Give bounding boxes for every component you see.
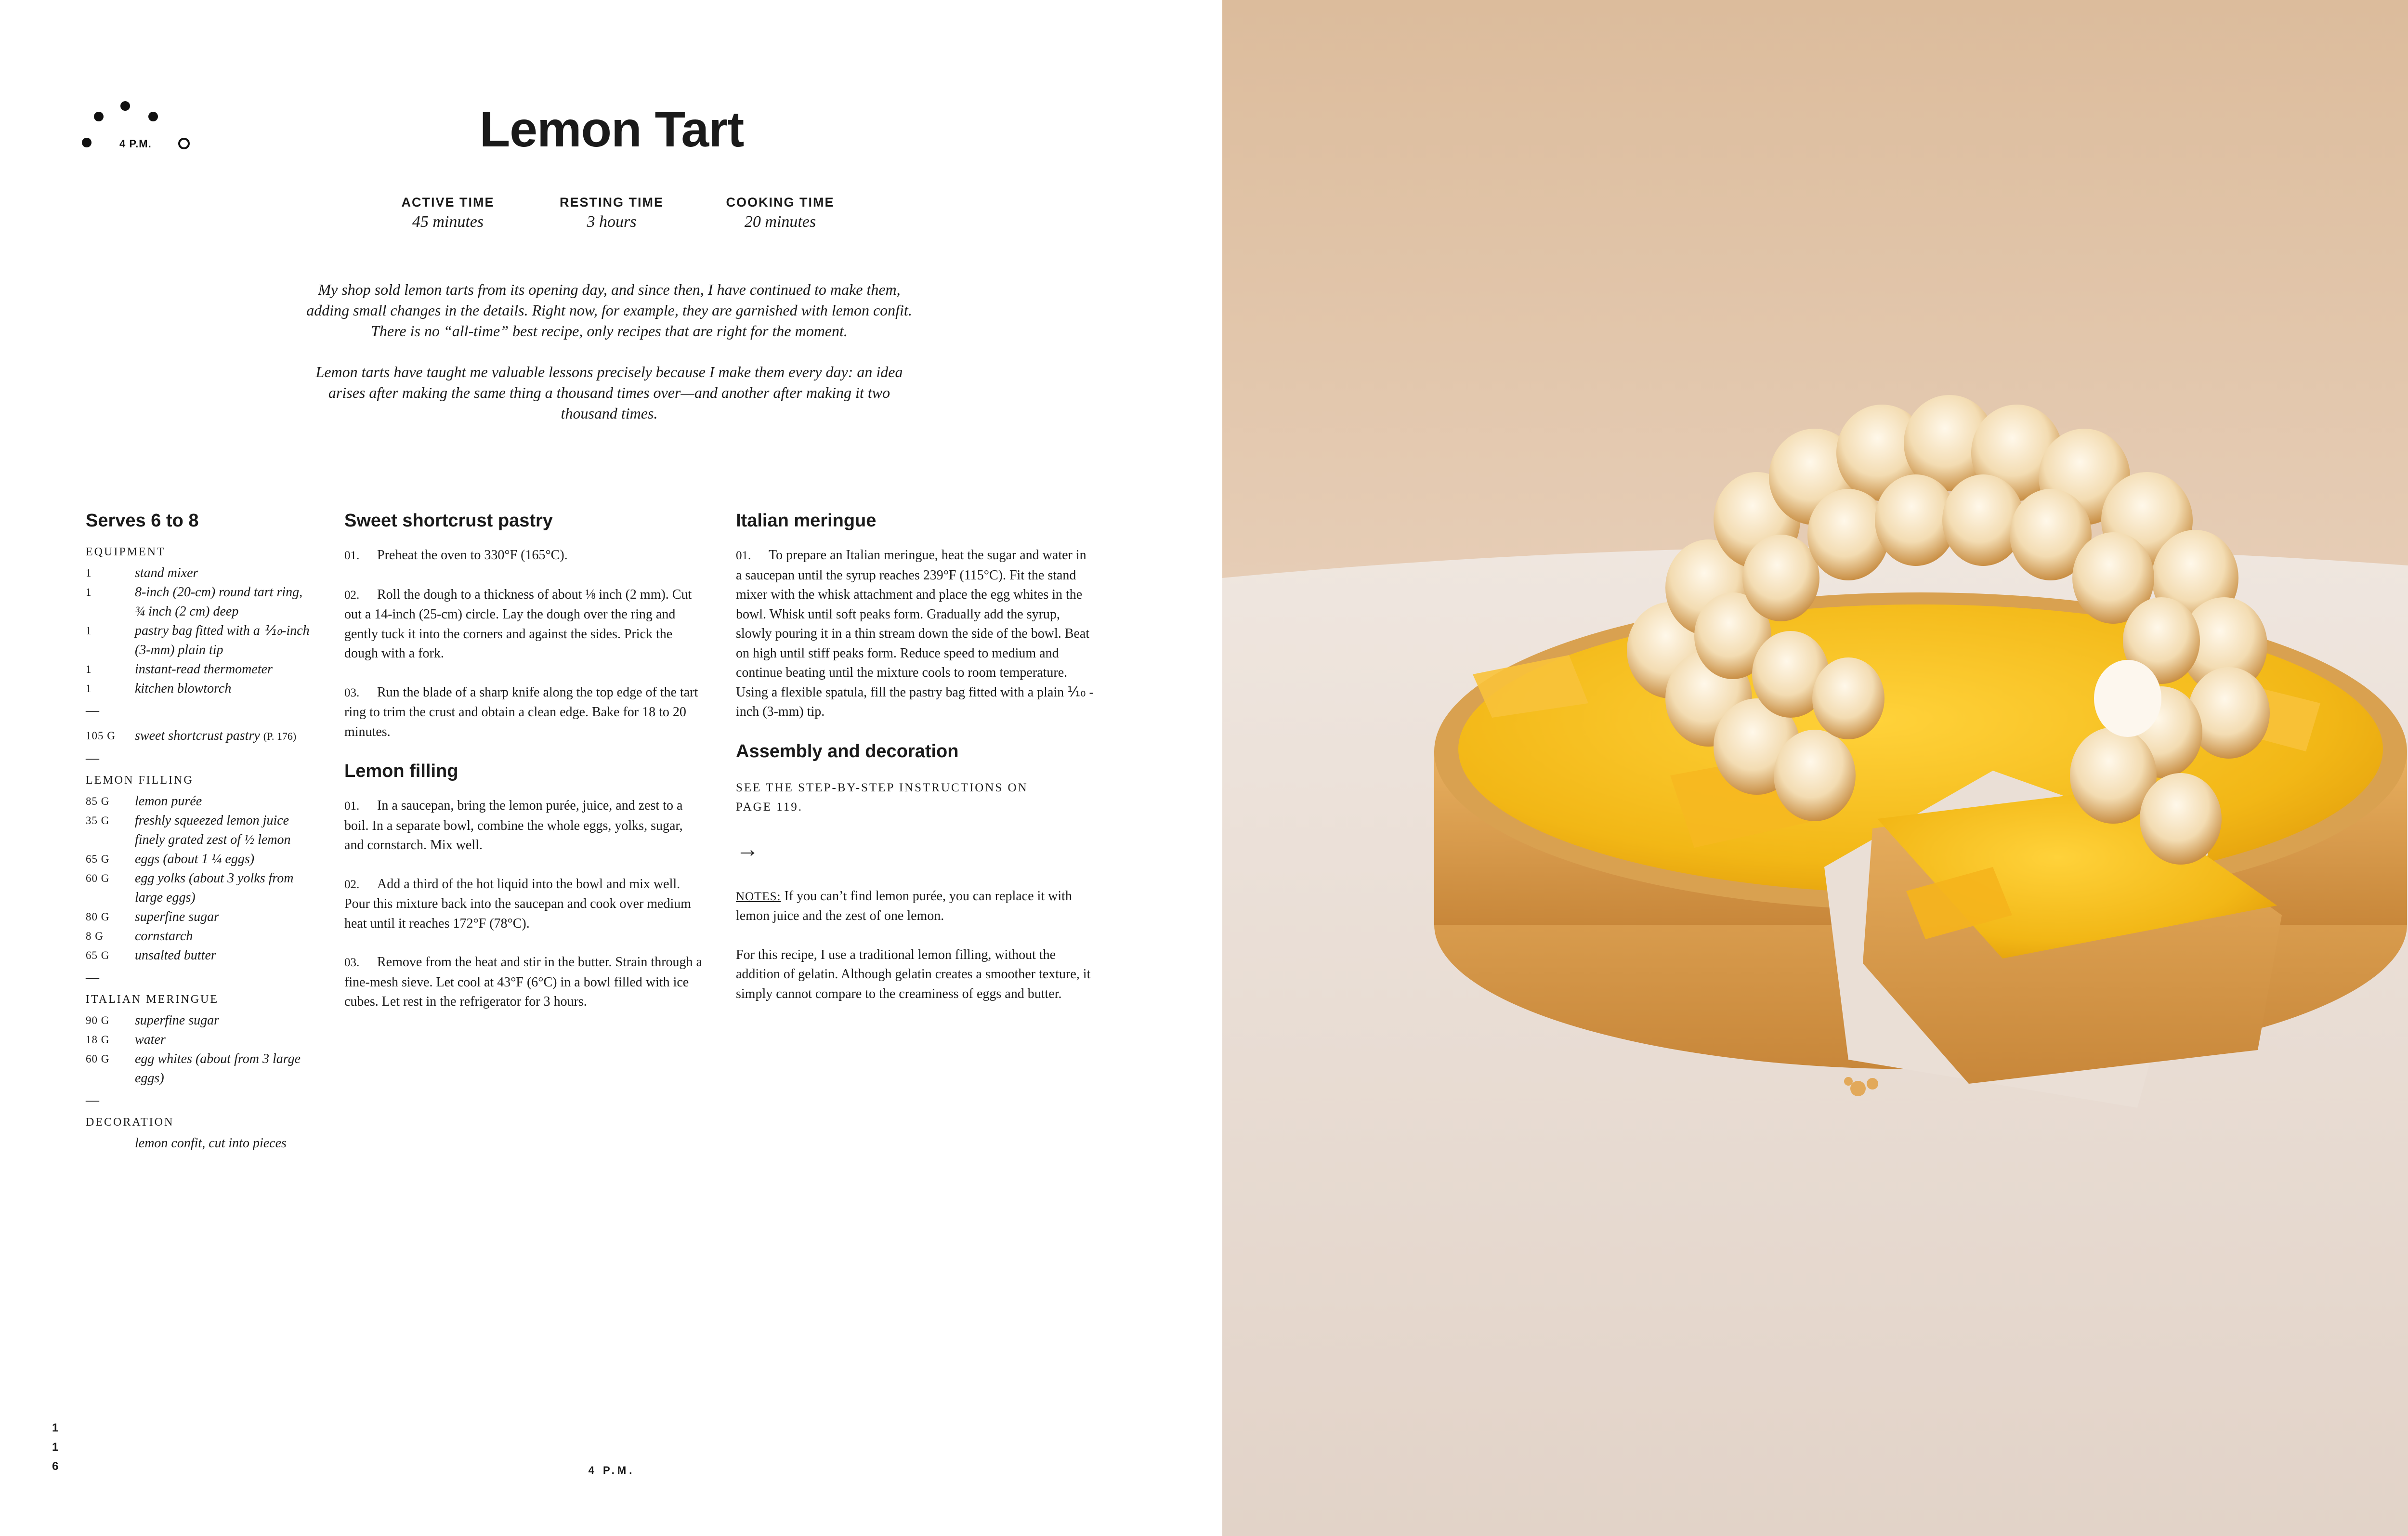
divider: — <box>86 970 99 985</box>
active-time <box>376 195 520 231</box>
notes-label: NOTES: <box>736 890 781 903</box>
divider: — <box>86 703 99 718</box>
clock-dot <box>94 112 104 121</box>
pastry-heading: Sweet shortcrust pastry <box>344 511 553 531</box>
list-item: 90 G superfine sugar <box>86 1013 219 1028</box>
italian-meringue-method-heading: Italian meringue <box>736 511 877 531</box>
decoration-heading: DECORATION <box>86 1116 174 1129</box>
lemon-filling-heading: LEMON FILLING <box>86 774 194 787</box>
assembly-instructions: SEE THE STEP-BY-STEP INSTRUCTIONS ON PAGE 119. <box>736 781 1028 814</box>
list-item: 1 stand mixer <box>86 565 198 580</box>
ingredients-column <box>86 511 312 1153</box>
intro-paragraph: My shop sold lemon tarts from its opening day, and since then, I have continued to make them, adding small changes in the details. Right now, for example, they are garnished with lemon confit. There is no “all-time” best recipe, only recipes that are right for the moment. <box>306 281 912 340</box>
clock-dot <box>178 138 190 149</box>
list-item: 35 G freshly squeezed lemon juice <box>86 813 289 828</box>
list-item: 80 G superfine sugar <box>86 909 219 924</box>
list-item: 60 G egg whites (about from 3 large eggs) <box>86 1051 301 1086</box>
arrow-right-icon: → <box>736 836 759 862</box>
list-item: 1 pastry bag fitted with a ⅒-inch (3-mm) plain tip <box>86 623 310 657</box>
lemon-tart-illustration <box>1222 0 2408 1536</box>
clock-dot <box>120 101 130 111</box>
italian-meringue-heading: ITALIAN MERINGUE <box>86 993 219 1006</box>
list-item: 1 instant-read thermometer <box>86 662 273 677</box>
notes-paragraph: For this recipe, I use a traditional lemon filling, without the addition of gelatin. Although gelatin creates a smoother texture, it simply cannot compare to the creaminess of eggs and butter. <box>736 947 1091 1001</box>
list-item: 1 8-inch (20-cm) round tart ring, ¾ inch (2 cm) deep <box>86 585 303 619</box>
serves-heading: Serves 6 to 8 <box>86 511 199 531</box>
list-item: 18 G water <box>86 1032 166 1047</box>
page-number: 1 1 6 <box>52 1421 59 1473</box>
list-item: 85 G lemon purée <box>86 794 202 809</box>
list-item: 8 G cornstarch <box>86 929 193 944</box>
resting-time-value: 3 hours <box>587 213 637 231</box>
resting-time <box>539 195 684 231</box>
step: 03. Run the blade of a sharp knife along the top edge of the tart ring to trim the crust and obtain a clean edge. Bake for 18 to 20 minutes. <box>344 684 698 739</box>
step: 01. To prepare an Italian meringue, heat the sugar and water in a saucepan until the syrup reaches 239°F (115°C). Fit the stand mixer with the whisk attachment and place the egg whites in the bowl. Whisk until soft peaks form. Gradually add the syrup, slowly pouring it in a thin stream down the side of the bowl. Beat on high until stiff peaks form. Reduce speed to medium and continue beating until the mixture cools to room temperature. Using a flexible spatula, fill the pastry bag fitted with a plain ⅒ -inch (3-mm) tip. <box>736 548 1094 719</box>
list-item: finely grated zest of ½ lemon <box>135 832 291 847</box>
divider: — <box>86 751 99 766</box>
step: 02. Roll the dough to a thickness of about ⅛ inch (2 mm). Cut out a 14-inch (25-cm) circle. Lay the dough over the ring and gently tuck it into the corners and against the sides. Prick the dough with a fork. <box>344 587 692 661</box>
running-footer: 4 P.M. <box>588 1464 635 1476</box>
assembly-heading: Assembly and decoration <box>736 741 959 761</box>
intro-paragraph: Lemon tarts have taught me valuable lessons precisely because I make them every day: an idea arises after making the same thing a thousand times over—and another after making it two thousand times. <box>315 363 903 422</box>
list-item: 65 G unsalted butter <box>86 948 216 963</box>
list-item: lemon confit, cut into pieces <box>135 1136 287 1151</box>
cooking-time-label: COOKING TIME <box>726 195 835 210</box>
recipe-title: Lemon Tart <box>479 102 744 158</box>
list-item: 105 G sweet shortcrust pastry (P. 176) <box>86 728 297 743</box>
equipment-heading: EQUIPMENT <box>86 546 166 558</box>
active-time-value: 45 minutes <box>412 213 484 231</box>
clock-icon <box>82 101 193 154</box>
step: 01. Preheat the oven to 330°F (165°C). <box>344 548 568 563</box>
divider: — <box>86 1093 99 1108</box>
notes-paragraph: NOTES: If you can’t find lemon purée, you can replace it with lemon juice and the zest of one lemon. <box>736 888 1072 923</box>
list-item: 60 G egg yolks (about 3 yolks from large eggs) <box>86 871 294 905</box>
clock-dot <box>148 112 158 121</box>
clock-dot <box>82 138 92 147</box>
cooking-time-value: 20 minutes <box>744 213 816 231</box>
method-column-1 <box>344 511 703 1031</box>
intro-text <box>299 279 920 444</box>
lemon-filling-method-heading: Lemon filling <box>344 761 458 781</box>
step: 02. Add a third of the hot liquid into the bowl and mix well. Pour this mixture back into the saucepan and cook over medium heat until it reaches 172°F (78°C). <box>344 876 692 931</box>
method-column-2 <box>736 511 1095 1023</box>
time-of-day-label: 4 P.M. <box>119 138 152 150</box>
resting-time-label: RESTING TIME <box>559 195 664 210</box>
list-item: 65 G eggs (about 1 ¼ eggs) <box>86 852 255 866</box>
lemon-tart-photo <box>1222 0 2408 1536</box>
step: 01. In a saucepan, bring the lemon purée, juice, and zest to a boil. In a separate bowl, combine the whole eggs, yolks, sugar, and cornstarch. Mix well. <box>344 798 683 853</box>
active-time-label: ACTIVE TIME <box>401 195 495 210</box>
step: 03. Remove from the heat and stir in the butter. Strain through a fine-mesh sieve. Let cool at 43°F (6°C) in a bowl filled with ice cubes. Let rest in the refrigerator for 3 hours. <box>344 955 702 1009</box>
cooking-time <box>708 195 852 231</box>
list-item: 1 kitchen blowtorch <box>86 681 232 696</box>
